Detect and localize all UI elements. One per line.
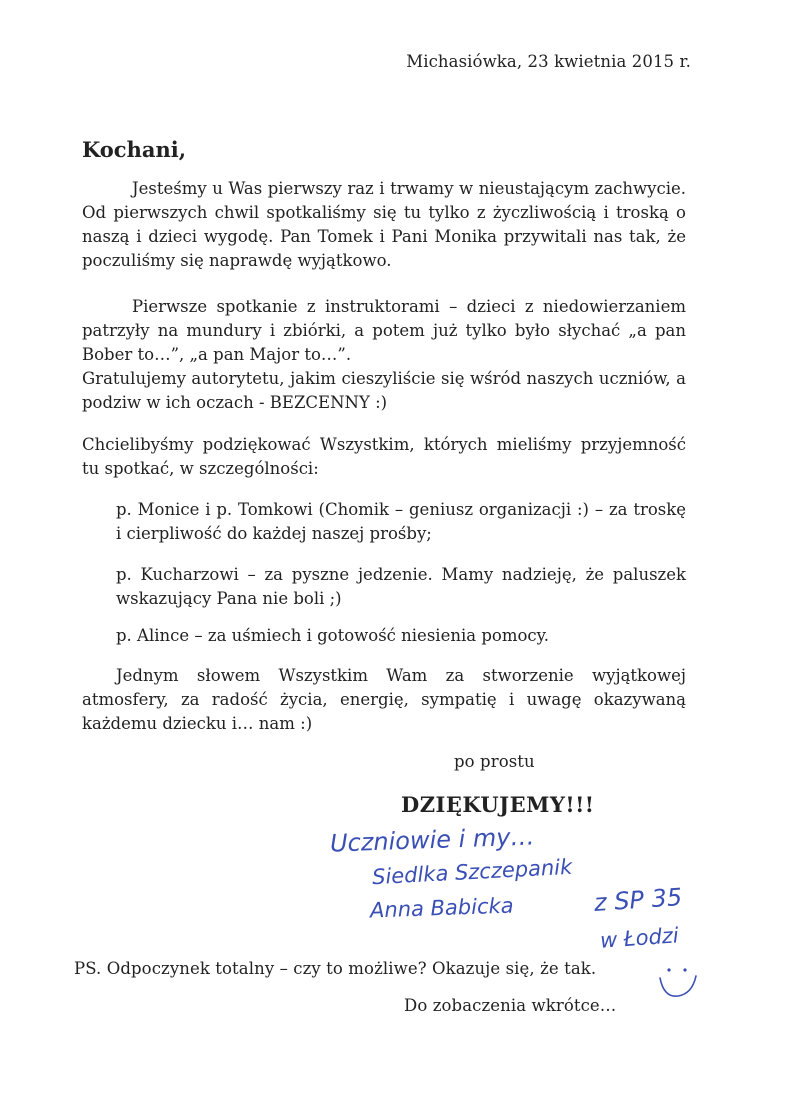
greeting: Kochani, bbox=[82, 137, 187, 162]
date-line: Michasiówka, 23 kwietnia 2015 r. bbox=[406, 52, 691, 71]
farewell: Do zobaczenia wkrótce… bbox=[404, 996, 617, 1015]
handwritten-signature-1: Siedlka Szczepanik bbox=[371, 854, 573, 890]
dziekujemy-heading: DZIĘKUJEMY!!! bbox=[401, 792, 595, 817]
smiley-icon bbox=[652, 962, 702, 1002]
postscript: PS. Odpoczynek totalny – czy to możliwe? Okazuje się, że tak. bbox=[74, 959, 597, 978]
thanks-list-item-3: p. Alince – za uśmiech i gotowość niesienia pomocy. bbox=[116, 626, 550, 645]
handwritten-students-line: Uczniowie i my… bbox=[329, 822, 535, 858]
paragraph-4: Chcielibyśmy podziękować Wszystkim, których mieliśmy przyjemność tu spotkać, w szczególności: bbox=[82, 435, 686, 478]
closing-paragraph bbox=[82, 664, 686, 736]
thanks-list-item-2: p. Kucharzowi – za pyszne jedzenie. Mamy nadzieję, że paluszek wskazujący Pana nie boli ;) bbox=[116, 565, 686, 608]
paragraph-1-text: Jesteśmy u Was pierwszy raz i trwamy w nieustającym zachwycie. Od pierwszych chwil spotkaliśmy się tu tylko z życzliwością i troską o naszą i dzieci wygodę. Pan Tomek i Pani Monika przywitali nas tak, że poczuliśmy się naprawdę wyjątkowo. bbox=[82, 179, 686, 270]
closing-paragraph-text: Jednym słowem Wszystkim Wam za stworzenie wyjątkowej atmosfery, za radość życia, energię, sympatię i uwagę okazywaną każdemu dziecku i… nam :) bbox=[82, 666, 686, 733]
handwritten-school-line-2: w Łodzi bbox=[599, 923, 680, 953]
paragraph-2 bbox=[82, 295, 686, 367]
thanks-list-item-1: p. Monice i p. Tomkowi (Chomik – geniusz organizacji :) – za troskę i cierpliwość do każdej naszej prośby; bbox=[116, 500, 686, 543]
po-prostu-text: po prostu bbox=[454, 752, 535, 771]
paragraph-2-text: Pierwsze spotkanie z instruktorami – dzieci z niedowierzaniem patrzyły na mundury i zbiórki, a potem już tylko było słychać „a pan Bober to…”, „a pan Major to…”. bbox=[82, 297, 686, 364]
handwritten-signature-2: Anna Babicka bbox=[369, 893, 514, 923]
paragraph-3: Gratulujemy autorytetu, jakim cieszyliście się wśród naszych uczniów, a podziw w ich oczach - BEZCENNY :) bbox=[82, 369, 686, 412]
paragraph-1 bbox=[82, 177, 686, 273]
handwritten-school-line-1: z SP 35 bbox=[593, 882, 683, 918]
